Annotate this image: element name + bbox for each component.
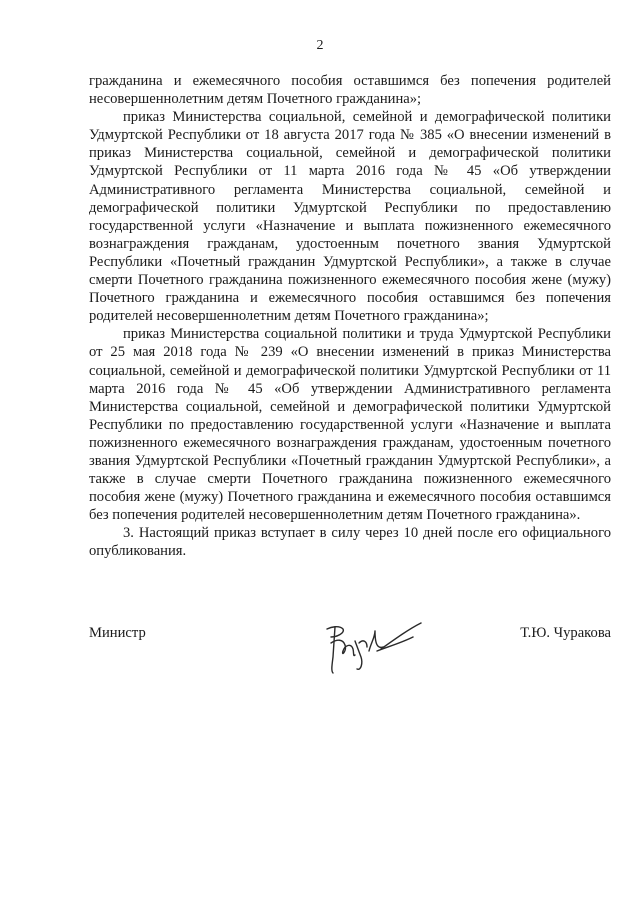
document-body <box>89 72 611 561</box>
page-number: 2 <box>316 38 324 53</box>
handwritten-signature-icon <box>317 617 427 677</box>
paragraph-item-3: 3. Настоящий приказ вступает в силу через 10 дней после его официального опубликования. <box>89 525 611 560</box>
paragraph-continuation: гражданина и ежемесячного пособия оставшимся без попечения родителей несовершеннолетним детям Почетного гражданина»; <box>89 73 611 108</box>
signatory-name: Т.Ю. Чуракова <box>520 625 611 641</box>
signature-block <box>89 617 611 677</box>
signatory-title: Министр <box>89 625 146 641</box>
paragraph-order-2018: приказ Министерства социальной политики и труда Удмуртской Республики от 25 мая 2018 года № 239 «О внесении изменений в приказ Министерства социальной, семейной и демографической политики Удмуртской Республики от 11 марта 2016 года № 45 «Об утверждении Административного регламента Министерства социальной, семейной и демографической политики Удмуртской Республики по предоставлению государственной услуги «Назначение и выплата пожизненного ежемесячного вознаграждения гражданам, удостоенным почетного звания Удмуртской Республики «Почетный гражданин Удмуртской Республики», а также в случае смерти Почетного гражданина пожизненного ежемесячного пособия жене (мужу) Почетного гражданина и ежемесячного пособия оставшимся без попечения родителей несовершеннолетним детям Почетного гражданина». <box>89 326 611 524</box>
paragraph-order-2017: приказ Министерства социальной, семейной и демографической политики Удмуртской Республики от 18 августа 2017 года № 385 «О внесении изменений в приказ Министерства социальной, семейной и демографической политики Удмуртской Республики от 11 марта 2016 года № 45 «Об утверждении Административного регламента Министерства социальной, семейной и демографической политики Удмуртской Республики по предоставлению государственной услуги «Назначение и выплата пожизненного ежемесячного вознаграждения гражданам, удостоенным почетного звания Удмуртской Республики «Почетный гражданин Удмуртской Республики», а также в случае смерти Почетного гражданина пожизненного ежемесячного пособия жене (мужу) Почетного гражданина и ежемесячного пособия оставшимся без попечения родителей несовершеннолетним детям Почетного гражданина»; <box>89 109 611 325</box>
